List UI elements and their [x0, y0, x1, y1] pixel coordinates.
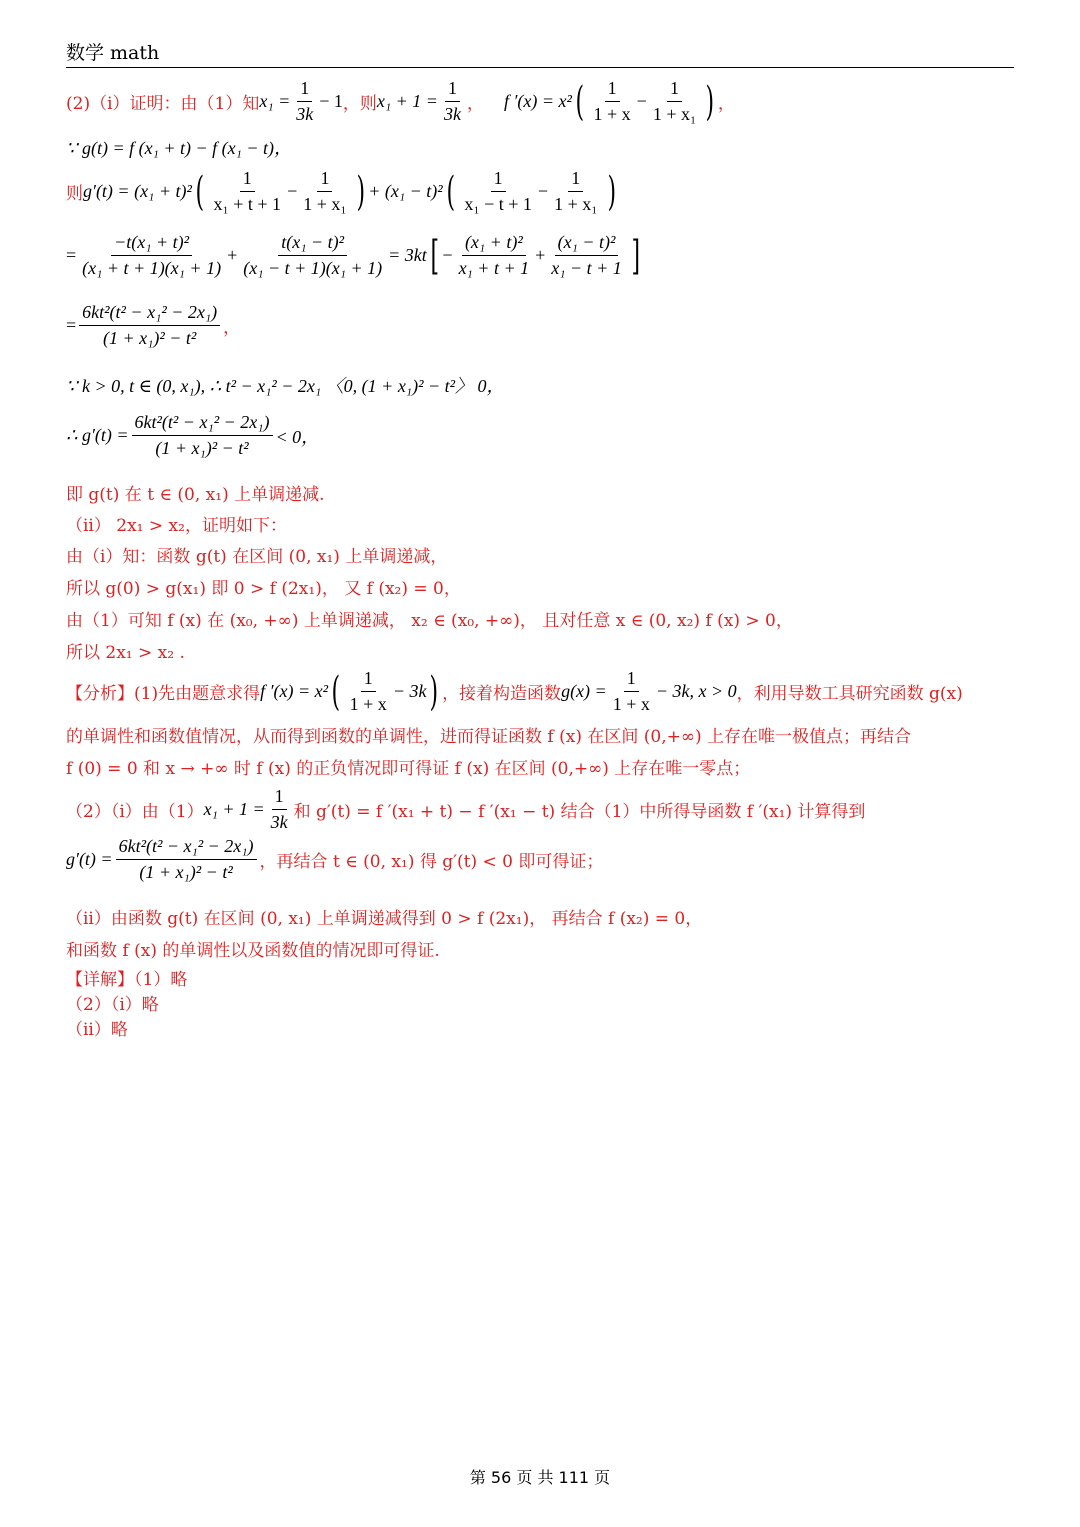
proof-text: ， [466, 94, 484, 114]
proof-line-9 [66, 511, 287, 536]
math-gprime: g′(t) = (x₁ + t)² [83, 181, 192, 201]
math-plus: + [227, 245, 238, 265]
analysis-text: 和 g′(t) = f ′(x₁ + t) − f ′(x₁ − t) 结合（1）中所得导函数 f ′(x₁) 计算得到 [293, 802, 866, 822]
num: t(x₁ − t)² [278, 232, 347, 256]
proof-line-8 [66, 480, 325, 505]
proof-line-3 [66, 168, 619, 215]
proof-line-2 [66, 134, 292, 160]
math-gx: g(x) = [561, 681, 607, 701]
num: 6kt²(t² − x₁² − 2x₁) [79, 302, 220, 326]
proof-line-13 [66, 638, 185, 663]
analysis-text: 的单调性和函数值情况，从而得到函数的单调性，进而得证函数 f (x) 在区间 (0,+∞) 上存在唯一极值点；再结合 [66, 727, 912, 747]
num: 6kt²(t² − x₁² − 2x₁) [116, 836, 257, 860]
math-minus-one: − 1 [319, 91, 343, 111]
num: 1 [491, 168, 506, 192]
math-eq: = [66, 315, 77, 335]
math-plus-sq: + (x₁ − t)² [368, 181, 443, 201]
fraction [441, 78, 464, 125]
proof-line-7 [66, 412, 319, 459]
fraction [650, 78, 699, 125]
den: 3k [270, 812, 288, 832]
analysis-text: 和函数 f (x) 的单调性以及函数值的情况即可得证. [66, 941, 440, 961]
proof-text: (2)（i）证明：由（1）知 [66, 94, 260, 114]
math-minus-3k-x: − 3k, x > 0 [655, 681, 737, 701]
analysis-text: g′(t) = [66, 849, 113, 869]
proof-line-12 [66, 606, 793, 631]
den: x₁ + t + 1 [458, 258, 530, 278]
proof-text: ，则 [342, 94, 377, 114]
detail-text: （ii）略 [66, 1020, 128, 1040]
den: (1 + x₁)² − t² [139, 862, 233, 882]
proof-text: 由（i）知：函数 g(t) 在区间 (0, x₁) 上单调递减， [66, 547, 448, 567]
num: 1 [605, 78, 620, 102]
fraction [551, 168, 600, 215]
fraction [79, 302, 220, 349]
paren-close: ) [607, 168, 616, 215]
proof-line-5 [66, 302, 240, 349]
analysis-text: （ii）由函数 g(t) 在区间 (0, x₁) 上单调递减得到 0 > f (2x₁)， 再结合 f (x₂) = 0， [66, 909, 703, 929]
den: (x₁ − t + 1)(x₁ + 1) [243, 258, 383, 278]
proof-text: 所以 2x₁ > x₂ . [66, 643, 185, 663]
paren-open: ( [575, 78, 585, 125]
num: 1 [568, 168, 583, 192]
proof-line-4 [66, 232, 643, 279]
analysis-line-5 [66, 836, 603, 883]
detail-line-3 [66, 1015, 128, 1040]
fraction [591, 78, 634, 125]
math-x1p1: x₁ + 1 = [376, 91, 438, 111]
num: 1 [240, 168, 255, 192]
den: 1 + x [612, 694, 650, 714]
math-plus: + [535, 245, 546, 265]
den: x₁ + t + 1 [213, 194, 282, 214]
paren-open: ( [446, 168, 455, 215]
fraction [300, 168, 349, 215]
analysis-text: （2）（i）由（1） [66, 802, 204, 822]
math-x1p1: x₁ + 1 = [203, 799, 265, 819]
num: (x₁ − t)² [555, 232, 619, 256]
math-eq-3kt: = 3kt [388, 245, 427, 265]
math-minus: − [287, 181, 298, 201]
math-minus: − [636, 91, 647, 111]
analysis-line-2 [66, 722, 911, 747]
num: 1 [272, 786, 287, 810]
analysis-line-4 [66, 786, 865, 833]
fraction [548, 232, 625, 279]
fraction [240, 232, 385, 279]
math-minus-3k: − 3k [392, 681, 427, 701]
analysis-line-7 [66, 936, 440, 961]
math-x1: x₁ = [259, 91, 291, 111]
header-title: 数学 math [66, 42, 160, 64]
paren-close: ) [429, 668, 439, 715]
proof-text: 所以 g(0) > g(x₁) 即 0 > f (2x₁)， 又 f (x₂) = 0， [66, 579, 461, 599]
paren-open: ( [195, 168, 204, 215]
math-minus: − [442, 245, 453, 265]
fraction [116, 836, 257, 883]
analysis-text: ，利用导数工具研究函数 g(x) [736, 684, 963, 704]
den: 1 + x₁ [554, 194, 598, 214]
analysis-text: f (0) = 0 和 x → +∞ 时 f (x) 的正负情况即可得证 f (x) 在区间 (0,+∞) 上存在唯一零点； [66, 759, 751, 779]
num: −t(x₁ + t)² [111, 232, 192, 256]
den: x₁ − t + 1 [551, 258, 622, 278]
den: 1 + x [349, 694, 387, 714]
detail-line-2 [66, 990, 159, 1015]
math-fprime: f ′(x) = x² [503, 91, 572, 111]
den: 1 + x₁ [652, 104, 697, 124]
proof-text: ∴ g′(t) = [66, 425, 129, 445]
num: 1 [297, 78, 312, 102]
proof-text: 由（1）可知 f (x) 在 (x₀, +∞) 上单调递减， x₂ ∈ (x₀, +∞)， 且对任意 x ∈ (0, x₂) f (x) > 0， [66, 611, 793, 631]
den: 1 + x₁ [303, 194, 347, 214]
fraction [293, 78, 316, 125]
proof-line-11 [66, 574, 461, 599]
paren-open: ( [331, 668, 341, 715]
bracket-open: [ [430, 232, 439, 279]
detail-line-1 [66, 965, 187, 990]
fraction [461, 168, 535, 215]
analysis-text: 【分析】(1)先由题意求得 [66, 684, 261, 704]
math-eq: = [66, 245, 77, 265]
fraction [268, 786, 291, 833]
proof-text: 即 g(t) 在 t ∈ (0, x₁) 上单调递减. [66, 485, 325, 505]
den: x₁ − t + 1 [464, 194, 532, 214]
num: (x₁ + t)² [462, 232, 526, 256]
proof-text: （ii） 2x₁ > x₂，证明如下： [66, 516, 287, 536]
proof-text: < 0， [275, 426, 320, 447]
proof-line-1 [66, 78, 735, 125]
page-header [66, 42, 1014, 68]
detail-text: 【详解】（1）略 [66, 970, 188, 990]
detail-text: （2）（i）略 [66, 995, 159, 1015]
den: (x₁ + t + 1)(x₁ + 1) [82, 258, 222, 278]
analysis-text: ，接着构造函数 [442, 684, 562, 704]
fraction [456, 232, 533, 279]
analysis-text: ，再结合 t ∈ (0, x₁) 得 g′(t) < 0 即可得证； [259, 852, 604, 872]
den: 1 + x [593, 104, 631, 124]
num: 1 [361, 668, 376, 692]
proof-text: ， [223, 318, 241, 338]
num: 6kt²(t² − x₁² − 2x₁) [132, 412, 273, 436]
paren-close: ) [705, 78, 715, 125]
proof-line-6 [66, 372, 505, 398]
analysis-line-6 [66, 904, 702, 929]
den: (1 + x₁)² − t² [102, 328, 197, 348]
fraction [210, 168, 284, 215]
den: 3k [443, 104, 461, 124]
num: 1 [317, 168, 332, 192]
proof-text: 则 [66, 184, 83, 204]
page-footer [0, 1465, 1080, 1488]
math-fprime: f ′(x) = x² [260, 681, 329, 701]
num: 1 [445, 78, 460, 102]
den: (1 + x₁)² − t² [155, 438, 249, 458]
proof-line-10 [66, 542, 447, 567]
paren-close: ) [356, 168, 365, 215]
bracket-close: ] [631, 232, 640, 279]
num: 1 [624, 668, 639, 692]
page-number: 第 56 页 共 111 页 [469, 1468, 611, 1487]
num: 1 [667, 78, 682, 102]
fraction [79, 232, 224, 279]
fraction [132, 412, 273, 459]
fraction [347, 668, 390, 715]
proof-text: ∵ g(t) = f (x₁ + t) − f (x₁ − t)， [66, 138, 293, 158]
analysis-line-3 [66, 754, 750, 779]
math-minus: − [537, 181, 549, 201]
proof-text: ∵ k > 0, t ∈ (0, x₁), ∴ t² − x₁² − 2x₁ 〈0, (1 + x₁)² − t²〉 0， [66, 376, 505, 396]
den: 3k [296, 104, 314, 124]
analysis-line-1 [66, 668, 963, 715]
proof-text: ， [717, 94, 735, 114]
fraction [610, 668, 653, 715]
